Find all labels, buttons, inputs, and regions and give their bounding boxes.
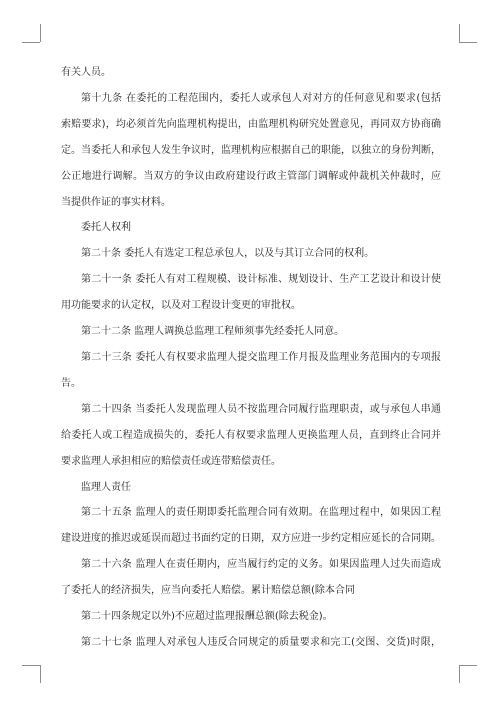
paragraph-continuation <box>61 60 441 86</box>
crop-mark-bottom-left <box>40 665 41 683</box>
text-line: 给委托人或工程造成损失的，委托人有权要求监理人更换监理人员，直到终止合同并 <box>61 429 441 441</box>
crop-mark-bottom-right <box>459 665 460 683</box>
section-heading-supervisor-liability: 监理人责任 <box>81 481 131 493</box>
text-line: 第二十四条规定以外)不应超过监理报酬总额(除去税金)。 <box>81 611 333 623</box>
article-21 <box>61 267 441 319</box>
crop-mark-top-right <box>459 42 477 43</box>
article-26 <box>61 552 441 604</box>
text-line: 第二十二条 监理人调换总监理工程师须事先经委托人同意。 <box>81 326 345 338</box>
text-line: 了委托人的经济损失，应当向委托人赔偿。累计赔偿总额(除本合同 <box>61 585 355 597</box>
body-text <box>61 60 441 656</box>
crop-mark-top-left <box>40 24 41 42</box>
text-line: 第二十三条 委托人有权要求监理人提交监理工作月报及监理业务范围内的专项报 <box>81 351 441 363</box>
article-19 <box>61 86 441 216</box>
text-line: 有关人员。 <box>61 67 111 78</box>
text-line: 建设进度的推迟或延误而超过书面约定的日期，双方应进一步约定相应延长的合同期。 <box>61 533 441 545</box>
text-line: 第二十一条 委托人有对工程规模、设计标准、规划设计、生产工艺设计和设计使 <box>81 274 441 286</box>
text-line: 第二十六条 监理人在责任期内，应当履行约定的义务。如果因监理人过失而造成 <box>81 559 441 571</box>
article-23 <box>61 345 441 397</box>
article-24 <box>61 397 441 475</box>
text-line: 公正地进行调解。当双方的争议由政府建设行政主管部门调解或仲裁机关仲裁时，应 <box>61 170 441 182</box>
crop-mark-bottom-right <box>459 665 477 666</box>
article-27 <box>61 630 441 656</box>
text-line: 第二十条 委托人有选定工程总承包人，以及与其订立合同的权利。 <box>81 248 375 260</box>
text-line: 定。当委托人和承包人发生争议时，监理机构应根据自己的职能，以独立的身份判断， <box>61 144 441 156</box>
text-line: 第二十四条 当委托人发现监理人员不按监理合同履行监理职责，或与承包人串通 <box>81 403 441 415</box>
article-22 <box>61 319 441 345</box>
text-line: 第二十五条 监理人的责任期即委托监理合同有效期。在监理过程中，如果因工程 <box>81 507 441 519</box>
article-26-continued <box>61 604 441 630</box>
text-line: 索赔要求)，均必须首先向监理机构提出，由监理机构研究处置意见，再同双方协商确 <box>61 118 441 130</box>
article-20 <box>61 241 441 267</box>
text-line: 要求监理人承担相应的赔偿责任或连带赔偿责任。 <box>61 455 281 467</box>
crop-mark-top-left <box>22 42 40 43</box>
text-line: 用功能要求的认定权，以及对工程设计变更的审批权。 <box>61 300 301 312</box>
text-line: 当提供作证的事实材料。 <box>61 196 171 208</box>
text-line: 告。 <box>61 377 81 389</box>
crop-mark-top-right <box>459 24 460 42</box>
text-line: 第二十七条 监理人对承包人违反合同规定的质量要求和完工(交图、交货)时限， <box>81 636 441 648</box>
text-line: 第十九条 在委托的工程范围内，委托人或承包人对对方的任何意见和要求(包括 <box>81 92 441 104</box>
section-heading-client-rights: 委托人权利 <box>81 222 131 234</box>
article-25 <box>61 500 441 552</box>
crop-mark-bottom-left <box>22 665 40 666</box>
